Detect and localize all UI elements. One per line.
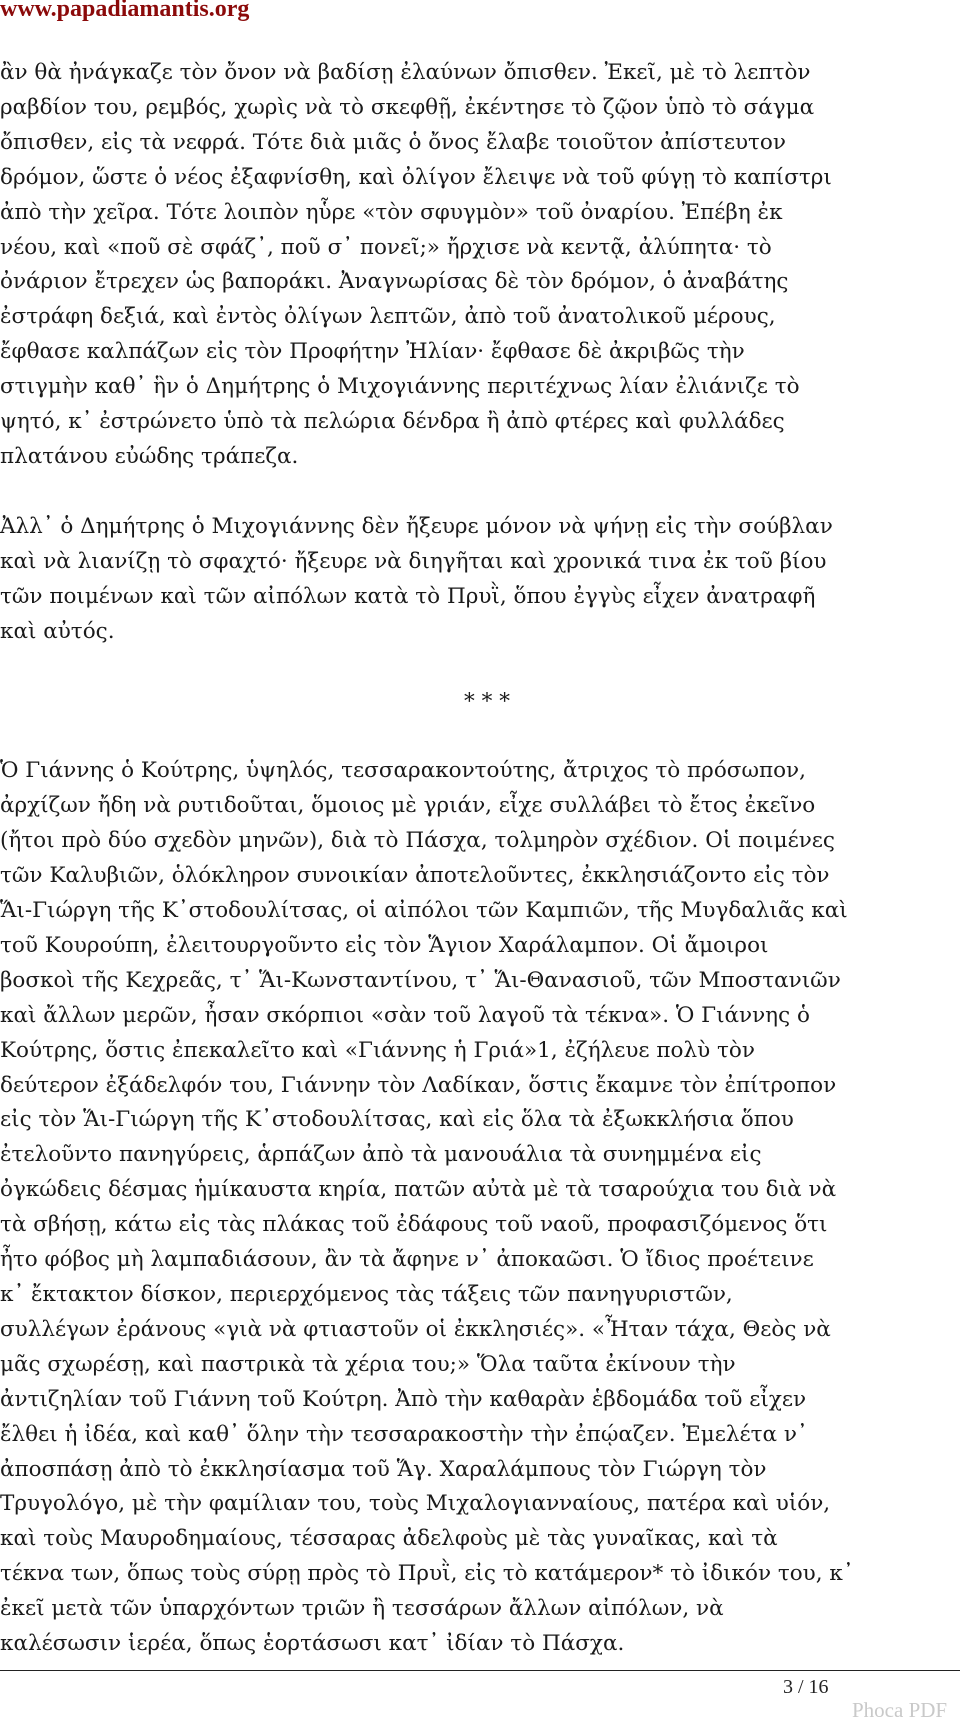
text-line: ἦτο φόβος μὴ λαμπαδιάσουν, ἂν τὰ ἄφηνε ν᾽ ἀποκαῶσι. Ὁ ἴδιος προέτεινε <box>0 1247 814 1273</box>
text-line: πλατάνου εὐώδης τράπεζα. <box>0 443 299 469</box>
text-line: βοσκοὶ τῆς Κεχρεᾶς, τ᾽ Ἅι-Κωνσταντίνου, τ᾽ Ἅι-Θανασιοῦ, τῶν Μποστανιῶν <box>0 967 841 993</box>
paragraph-1 <box>0 56 960 475</box>
text-line: τῶν Καλυβιῶν, ὁλόκληρον συνοικίαν ἀποτελοῦντες, ἐκκλησιάζοντο εἰς τὸν <box>0 863 830 889</box>
text-line: Ἀλλ᾽ ὁ Δημήτρης ὁ Μιχογιάννης δὲν ἤξευρε μόνον νὰ ψήνῃ εἰς τὴν σούβλαν <box>0 513 833 539</box>
text-line: ψητό, κ᾽ ἐστρώνετο ὑπὸ τὰ πελώρια δένδρα ἢ ἀπὸ φτέρες καὶ φυλλάδες <box>0 409 785 435</box>
text-line: καλέσωσιν ἱερέα, ὅπως ἑορτάσωσι κατ᾽ ἰδίαν τὸ Πάσχα. <box>0 1631 625 1657</box>
text-line: καὶ αὐτός. <box>0 618 115 644</box>
text-line: (ἤτοι πρὸ δύο σχεδὸν μηνῶν), διὰ τὸ Πάσχα, τολμηρὸν σχέδιον. Οἱ ποιμένες <box>0 828 835 854</box>
site-url-header[interactable]: www.papadiamantis.org <box>0 0 250 22</box>
document-body <box>0 56 960 1662</box>
page-number: 3 / 16 <box>783 1676 829 1698</box>
text-line: ἀρχίζων ἤδη νὰ ρυτιδοῦται, ὅμοιος μὲ γριάν, εἶχε συλλάβει τὸ ἔτος ἐκεῖνο <box>0 793 816 819</box>
text-line: δεύτερον ἐξάδελφόν του, Γιάννην τὸν Λαδίκαν, ὅστις ἔκαμνε τὸν ἐπίτροπον <box>0 1072 837 1098</box>
pdf-watermark: Phoca PDF <box>852 1698 948 1722</box>
text-line: ἀποσπάσῃ ἀπὸ τὸ ἐκκλησίασμα τοῦ Ἅγ. Χαραλάμπους τὸν Γιώργη τὸν <box>0 1456 767 1482</box>
paragraph-2 <box>0 510 960 650</box>
text-line: εἰς τὸν Ἅι-Γιώργη τῆς Κ᾽στοδουλίτσας, καὶ εἰς ὅλα τὰ ἐξωκκλήσια ὅπου <box>0 1107 794 1133</box>
section-separator: * * * <box>464 688 510 714</box>
text-line: ὄπισθεν, εἰς τὰ νεφρά. Τότε διὰ μιᾶς ὁ ὄνος ἔλαβε τοιοῦτον ἀπίστευτον <box>0 129 786 155</box>
text-line: μᾶς σχωρέσῃ, καὶ παστρικὰ τὰ χέρια του;» Ὅλα ταῦτα ἐκίνουν τὴν <box>0 1351 736 1377</box>
text-line: Ἅι-Γιώργη τῆς Κ᾽στοδουλίτσας, οἱ αἰπόλοι τῶν Καμπιῶν, τῆς Μυγδαλιᾶς καὶ <box>0 898 848 924</box>
text-line: καὶ ἄλλων μερῶν, ἦσαν σκόρπιοι «σὰν τοῦ λαγοῦ τὰ τέκνα». Ὁ Γιάννης ὁ <box>0 1002 810 1028</box>
paragraph-gap <box>0 475 960 510</box>
text-line: ἐστράφη δεξιά, καὶ ἐντὸς ὀλίγων λεπτῶν, ἀπὸ τοῦ ἀνατολικοῦ μέρους, <box>0 304 776 330</box>
text-line: τὰ σβήσῃ, κάτω εἰς τὰς πλάκας τοῦ ἐδάφους τοῦ ναοῦ, προφασιζόμενος ὅτι <box>0 1212 828 1238</box>
text-line: ἐτελοῦντο πανηγύρεις, ἁρπάζων ἀπὸ τὰ μανουάλια τὰ συνημμένα εἰς <box>0 1142 762 1168</box>
text-line: ἐκεῖ μετὰ τῶν ὑπαρχόντων τριῶν ἢ τεσσάρων ἄλλων αἰπόλων, νὰ <box>0 1596 724 1622</box>
text-line: καὶ τοὺς Μαυροδημαίους, τέσσαρας ἀδελφοὺς μὲ τὰς γυναῖκας, καὶ τὰ <box>0 1526 778 1552</box>
paragraph-gap <box>0 650 960 685</box>
text-line: ἔλθει ἡ ἰδέα, καὶ καθ᾽ ὅλην τὴν τεσσαρακοστὴν τὴν ἐπῴαζεν. Ἐμελέτα ν᾽ <box>0 1421 808 1447</box>
text-line: στιγμὴν καθ᾽ ἣν ὁ Δημήτρης ὁ Μιχογιάννης περιτέχνως λίαν ἐλιάνιζε τὸ <box>0 374 800 400</box>
text-line: τέκνα των, ὅπως τοὺς σύρῃ πρὸς τὸ Πρυῒ, εἰς τὸ κατάμερον* τὸ ἰδικόν του, κ᾽ <box>0 1561 854 1587</box>
text-line: ἀπὸ τὴν χεῖρα. Τότε λοιπὸν ηὗρε «τὸν σφυγμὸν» τοῦ ὀναρίου. Ἐπέβη ἐκ <box>0 199 783 225</box>
text-line: συλλέγων ἐράνους «γιὰ νὰ φτιαστοῦν οἱ ἐκκλησιές». «Ἦταν τάχα, Θεὸς νὰ <box>0 1316 831 1342</box>
text-line: τοῦ Κουρούπη, ἐλειτουργοῦντο εἰς τὸν Ἅγιον Χαράλαμπον. Οἱ ἄμοιροι <box>0 932 769 958</box>
text-line: ὀγκώδεις δέσμας ἡμίκαυστα κηρία, πατῶν αὐτὰ μὲ τὰ τσαρούχια του διὰ νὰ <box>0 1177 837 1203</box>
text-line: ραβδίον του, ρεμβός, χωρὶς νὰ τὸ σκεφθῇ, ἐκέντησε τὸ ζῷον ὑπὸ τὸ σάγμα <box>0 94 815 120</box>
footer-divider <box>0 1670 960 1671</box>
text-line: τῶν ποιμένων καὶ τῶν αἰπόλων κατὰ τὸ Πρυῒ, ὅπου ἐγγὺς εἶχεν ἀνατραφῆ <box>0 583 816 609</box>
text-line: ἔφθασε καλπάζων εἰς τὸν Προφήτην Ἠλίαν· ἔφθασε δὲ ἀκριβῶς τὴν <box>0 339 745 365</box>
text-line: ἂν θὰ ἠνάγκαζε τὸν ὄνον νὰ βαδίσῃ ἐλαύνων ὄπισθεν. Ἐκεῖ, μὲ τὸ λεπτὸν <box>0 60 811 85</box>
text-line: κ᾽ ἔκτακτον δίσκον, περιερχόμενος τὰς τάξεις τῶν πανηγυριστῶν, <box>0 1282 733 1307</box>
paragraph-3 <box>0 754 960 1662</box>
text-line: Τρυγολόγο, μὲ τὴν φαμίλιαν του, τοὺς Μιχαλογιανναίους, πατέρα καὶ υἱόν, <box>0 1491 831 1517</box>
paragraph-gap <box>0 719 960 754</box>
text-line: ἀντιζηλίαν τοῦ Γιάννη τοῦ Κούτρη. Ἀπὸ τὴν καθαρὰν ἑβδομάδα τοῦ εἶχεν <box>0 1386 807 1412</box>
text-line: ὀνάριον ἔτρεχεν ὡς βαποράκι. Ἀναγνωρίσας δὲ τὸν δρόμον, ὁ ἀναβάτης <box>0 269 789 295</box>
text-line: Κούτρης, ὅστις ἐπεκαλεῖτο καὶ «Γιάννης ἡ Γριά»1, ἐζήλευε πολὺ τὸν <box>0 1037 755 1063</box>
text-line: νέου, καὶ «ποῦ σὲ σφάζ᾽, ποῦ σ᾽ πονεῖ;» ἤρχισε νὰ κεντᾷ, ἀλύπητα· τὸ <box>0 234 772 260</box>
text-line: δρόμον, ὥστε ὁ νέος ἐξαφνίσθη, καὶ ὀλίγον ἔλειψε νὰ τοῦ φύγῃ τὸ καπίστρι <box>0 164 832 190</box>
text-line: καὶ νὰ λιανίζῃ τὸ σφαχτό· ἤξευρε νὰ διηγῆται καὶ χρονικά τινα ἐκ τοῦ βίου <box>0 548 827 574</box>
text-line: Ὁ Γιάννης ὁ Κούτρης, ὑψηλός, τεσσαρακοντούτης, ἄτριχος τὸ πρόσωπον, <box>0 758 806 784</box>
